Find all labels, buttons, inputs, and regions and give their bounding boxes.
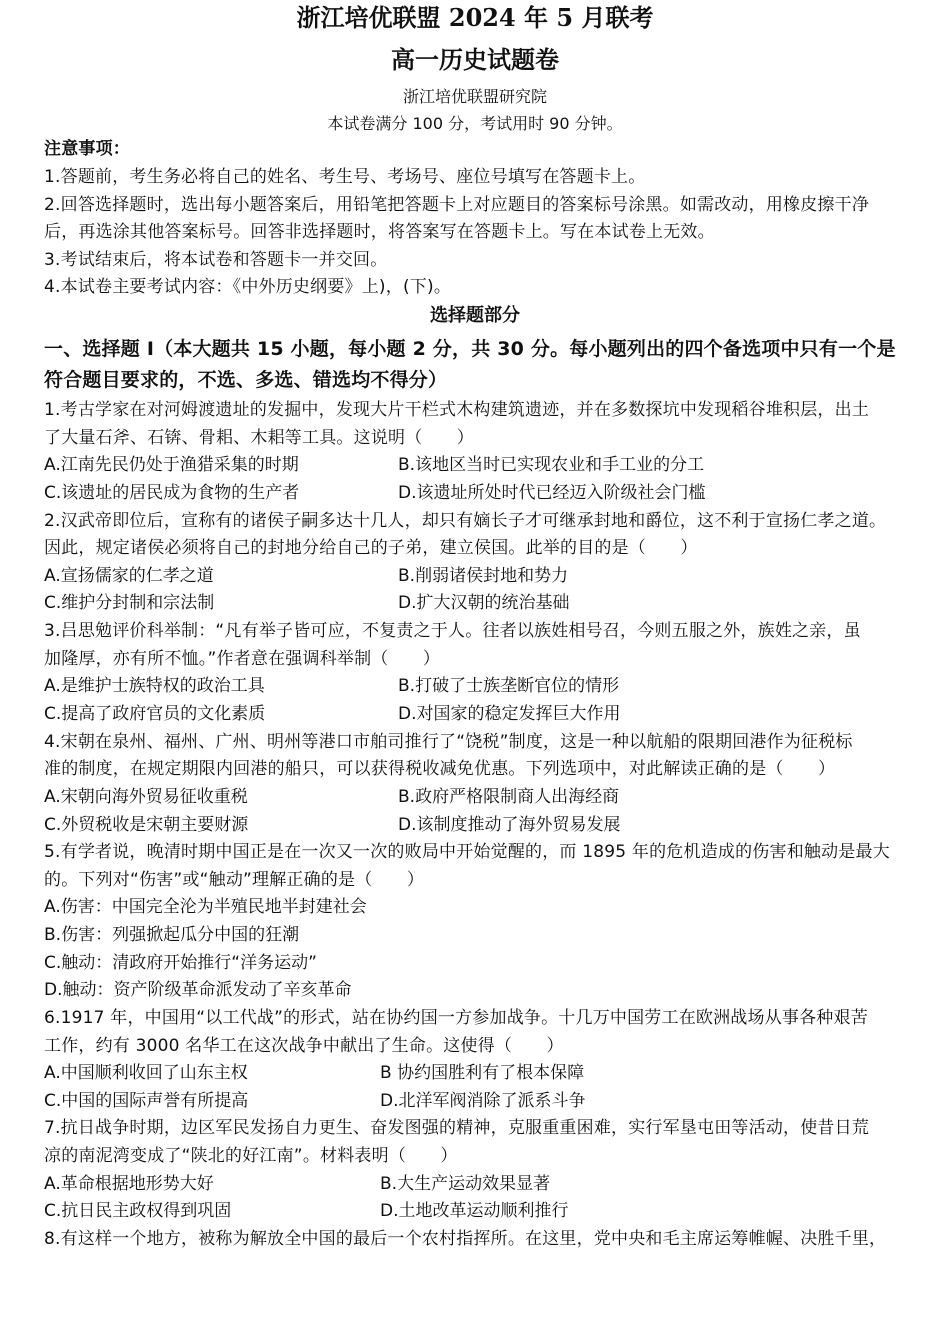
option-b: B.该地区当时已实现农业和手工业的分工 (398, 455, 705, 475)
note-item: 1.答题前，考生务必将自己的姓名、考生号、考场号、座位号填写在答题卡上。 (44, 167, 646, 187)
question-stem: 凉的南泥湾变成了“陕北的好江南”。材料表明（ ） (44, 1146, 458, 1166)
option-d: D.北洋军阀消除了派系斗争 (380, 1091, 586, 1111)
question-stem: 6.1917 年，中国用“以工代战”的形式，站在协约国一方参加战争。十几万中国劳工在欧洲战场从事各种艰苦 (44, 1008, 868, 1028)
exam-title: 浙江培优联盟 2024 年 5 月联考 (296, 3, 654, 32)
option-c: C.中国的国际声誉有所提高 (44, 1091, 249, 1111)
option-c: C.维护分封制和宗法制 (44, 593, 215, 613)
option-b: B.打破了士族垄断官位的情形 (398, 676, 620, 696)
option-a: A.伤害：中国完全沦为半殖民地半封建社会 (44, 897, 367, 917)
option-b: B 协约国胜利有了根本保障 (380, 1063, 585, 1083)
section-instruction: 符合题目要求的，不选、多选、错选均不得分） (44, 369, 448, 391)
question-stem: 5.有学者说，晚清时期中国正是在一次又一次的败局中开始觉醒的，而 1895 年的危机造成的伤害和触动是最大 (44, 842, 890, 862)
note-item: 4.本试卷主要考试内容：《中外历史纲要》上)，(下)。 (44, 277, 452, 297)
question-stem: 2.汉武帝即位后，宣称有的诸侯子嗣多达十几人，却只有嫡长子才可继承封地和爵位，这不利于宣扬仁孝之道。 (44, 511, 887, 531)
exam-info: 本试卷满分 100 分，考试用时 90 分钟。 (327, 114, 623, 133)
option-c: C.外贸税收是宋朝主要财源 (44, 815, 249, 835)
note-item: 3.考试结束后，将本试卷和答题卡一并交回。 (44, 250, 388, 270)
exam-subtitle: 高一历史试题卷 (391, 45, 559, 74)
question-stem: 1.考古学家在对河姆渡遗址的发掘中，发现大片干栏式木构建筑遗迹，并在多数探坑中发现稻谷堆积层，出土 (44, 400, 870, 420)
option-a: A.宣扬儒家的仁孝之道 (44, 566, 214, 586)
question-stem: 8.有这样一个地方，被称为解放全中国的最后一个农村指挥所。在这里，党中央和毛主席运筹帷幄、决胜千里， (44, 1229, 887, 1249)
option-b: B.伤害：列强掀起瓜分中国的狂潮 (44, 925, 300, 945)
option-d: D.该遗址所处时代已经迈入阶级社会门槛 (398, 483, 706, 503)
question-stem: 工作，约有 3000 名华工在这次战争中献出了生命。这使得（ ） (44, 1036, 564, 1056)
question-stem: 4.宋朝在泉州、福州、广州、明州等港口市舶司推行了“饶税”制度，这是一种以航船的限期回港作为征税标 (44, 732, 853, 752)
option-c: C.提高了政府官员的文化素质 (44, 704, 266, 724)
option-b: B.大生产运动效果显著 (380, 1174, 551, 1194)
option-d: D.该制度推动了海外贸易发展 (398, 815, 621, 835)
option-b: B.政府严格限制商人出海经商 (398, 787, 620, 807)
option-c: C.抗日民主政权得到巩固 (44, 1201, 232, 1221)
option-a: A.革命根据地形势大好 (44, 1174, 214, 1194)
publisher: 浙江培优联盟研究院 (402, 87, 547, 106)
question-stem: 加隆厚，亦有所不恤。”作者意在强调科举制（ ） (44, 649, 441, 669)
note-item: 后，再选涂其他答案标号。回答非选择题时，将答案写在答题卡上。写在本试卷上无效。 (44, 222, 715, 242)
option-c: C.触动：清政府开始推行“洋务运动” (44, 953, 317, 973)
option-d: D.触动：资产阶级革命派发动了辛亥革命 (44, 980, 352, 1000)
option-c: C.该遗址的居民成为食物的生产者 (44, 483, 300, 503)
option-a: A.中国顺利收回了山东主权 (44, 1063, 248, 1083)
section-title: 选择题部分 (430, 305, 520, 326)
option-d: D.土地改革运动顺利推行 (380, 1201, 569, 1221)
section-instruction: 一、选择题 I（本大题共 15 小题，每小题 2 分，共 30 分。每小题列出的四个备选项中只有一个是 (44, 338, 896, 360)
note-item: 2.回答选择题时，选出每小题答案后，用铅笔把答题卡上对应题目的答案标号涂黑。如需改动，用橡皮擦干净 (44, 195, 870, 215)
option-d: D.对国家的稳定发挥巨大作用 (398, 704, 621, 724)
question-stem: 因此，规定诸侯必须将自己的封地分给自己的子弟，建立侯国。此举的目的是（ ） (44, 538, 698, 558)
option-b: B.削弱诸侯封地和势力 (398, 566, 569, 586)
option-d: D.扩大汉朝的统治基础 (398, 593, 570, 613)
question-stem: 3.吕思勉评价科举制：“凡有举子皆可应，不复责之于人。往者以族姓相号召，今则五服之外，族姓之亲，虽 (44, 621, 861, 641)
question-stem: 的。下列对“伤害”或“触动”理解正确的是（ ） (44, 870, 425, 890)
option-a: A.江南先民仍处于渔猎采集的时期 (44, 455, 299, 475)
question-stem: 了大量石斧、石锛、骨耜、木耜等工具。这说明（ ） (44, 428, 474, 448)
option-a: A.是维护士族特权的政治工具 (44, 676, 265, 696)
question-stem: 准的制度，在规定期限内回港的船只，可以获得税收减免优惠。下列选项中，对此解读正确的是（ ） (44, 759, 836, 779)
notes-heading: 注意事项： (44, 139, 130, 159)
question-stem: 7.抗日战争时期，边区军民发扬自力更生、奋发图强的精神，克服重重困难，实行军垦屯田等活动，使昔日荒 (44, 1118, 870, 1138)
option-a: A.宋朝向海外贸易征收重税 (44, 787, 248, 807)
